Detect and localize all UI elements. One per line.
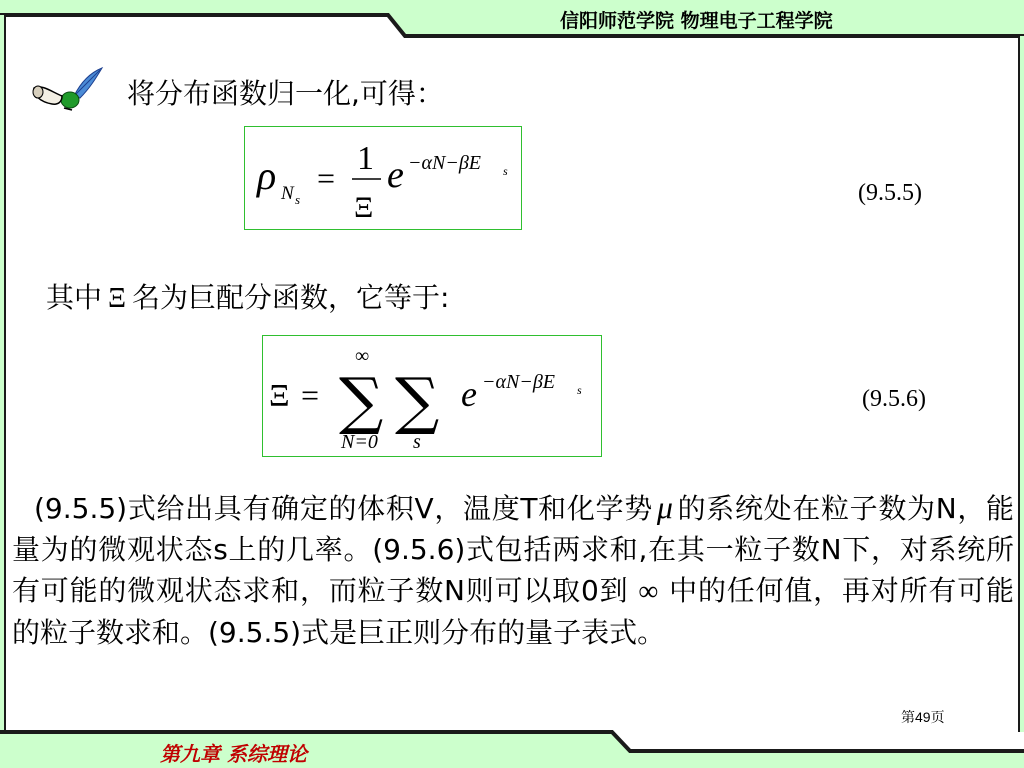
paragraph-part-1: (9.5.5)式给出具有确定的体积V，温度T和化学势	[34, 492, 653, 525]
equation-number-9-5-5: (9.5.5)	[858, 180, 922, 206]
equation-number-9-5-6: (9.5.6)	[862, 386, 926, 412]
exp-base: e	[387, 154, 404, 196]
equation-9-5-6	[263, 336, 601, 456]
paragraph-part-2: 的系统处在粒子数为N，能量为的微观状态s上的几率。(9.5.6)式包括两求和,在其一粒子数N下，对系统所有可能的微观状态求和，而粒子数N则可以取0到	[12, 492, 1014, 607]
exp-base-2: e	[461, 374, 477, 414]
sum2-lower-limit: s	[413, 431, 421, 453]
xi-lhs: Ξ	[269, 377, 290, 413]
page-number: 第49页	[901, 709, 945, 725]
rho-symbol: ρ	[257, 153, 277, 198]
quill-pen-icon	[30, 66, 104, 112]
header-title: 信阳师范学院 物理电子工程学院	[560, 10, 833, 32]
explanation-paragraph	[12, 487, 1014, 653]
sum-upper-limit: ∞	[355, 345, 370, 367]
xi-definition-line	[46, 276, 449, 316]
exponent-subscript-2: s	[577, 383, 582, 397]
equation-9-5-5	[245, 127, 521, 229]
equals-sign: =	[317, 160, 336, 196]
exponent: −αN−βE	[408, 152, 482, 174]
xi-line-before: 其中	[46, 281, 103, 314]
exponent-subscript: s	[503, 164, 508, 178]
mu-symbol: μ	[656, 489, 673, 525]
equation-box-9-5-5	[244, 126, 522, 230]
summation-2: ∑	[395, 364, 440, 437]
equals-sign-2: =	[301, 377, 320, 413]
equation-box-9-5-6	[262, 335, 602, 457]
summation-1: ∑	[339, 364, 384, 437]
exponent-2: −αN−βE	[482, 371, 556, 393]
footer-chapter-title: 第九章 系综理论	[160, 742, 307, 766]
xi-line-after: 名为巨配分函数，它等于:	[132, 281, 450, 314]
infinity-symbol: ∞	[638, 576, 659, 607]
rho-subscript: N	[281, 183, 294, 204]
xi-symbol: Ξ	[108, 283, 127, 314]
rho-subsubscript: s	[295, 192, 301, 207]
sum-lower-limit: N=0	[341, 431, 378, 453]
intro-text: 将分布函数归一化,可得：	[127, 77, 444, 110]
fraction-denominator: Ξ	[354, 191, 374, 224]
fraction-numerator: 1	[357, 140, 374, 177]
paragraph-part-3: 中的任何值，再对所有可能的粒子数求和。(9.5.5)式是巨正则分布的量子表式。	[12, 574, 1014, 649]
